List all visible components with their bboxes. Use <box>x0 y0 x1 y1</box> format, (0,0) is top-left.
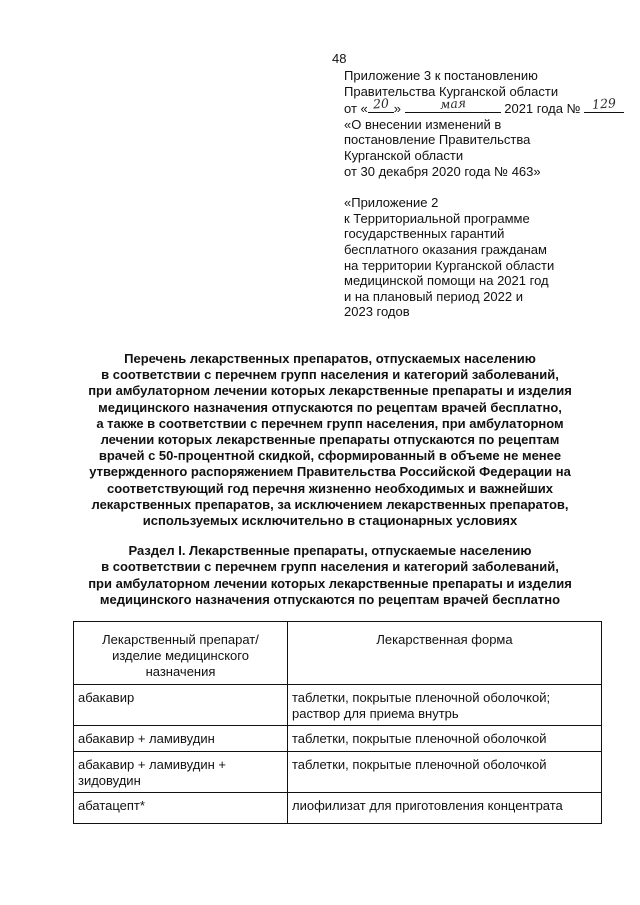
header-drug-line: назначения <box>145 664 216 680</box>
handwritten-number: 129 <box>591 94 617 112</box>
drug-form: лиофилизат для приготовления концентрата <box>292 798 563 813</box>
annex-line: на территории Курганской области <box>344 257 555 273</box>
drug-cell <box>74 793 288 824</box>
form-cell <box>288 752 602 793</box>
title-line: медицинского назначения отпускаются по рецептам врачей бесплатно, <box>98 399 562 415</box>
title-line: лечении которых лекарственные препараты отпускаются по рецептам <box>100 432 560 448</box>
title-line: в соответствии с перечнем групп населения и категорий заболеваний, <box>101 367 559 383</box>
handwritten-day-field <box>368 95 394 113</box>
drug-form: таблетки, покрытые пленочной оболочкой; <box>292 690 551 705</box>
title-line: используемых исключительно в стационарных условиях <box>142 513 518 529</box>
title-line: при амбулаторном лечении которых лекарственные препараты и изделия <box>88 383 572 399</box>
date-year-text: 2021 года № <box>504 101 581 117</box>
annex-line: бесплатного оказания гражданам <box>344 241 547 257</box>
drug-name: абакавир + ламивудин + <box>78 757 226 772</box>
drug-name: зидовудин <box>78 773 141 788</box>
title-line: Перечень лекарственных препаратов, отпускаемых населению <box>124 351 536 366</box>
appendix-line: от 30 декабря 2020 года № 463» <box>344 163 541 179</box>
appendix-line: Курганской области <box>344 147 464 163</box>
header-drug <box>74 622 288 685</box>
section-heading <box>60 543 600 609</box>
drug-cell <box>74 726 288 752</box>
appendix-line: «О внесении изменений в <box>344 116 502 132</box>
appendix-line: Правительства Курганской области <box>344 83 559 99</box>
drug-cell <box>74 752 288 793</box>
title-line: врачей с 50-процентной скидкой, сформированный в объеме не менее <box>98 448 562 464</box>
title-line: лекарственных препаратов, за исключением лекарственных препаратов, <box>91 496 569 512</box>
annex-line: «Приложение 2 <box>344 195 439 211</box>
form-cell <box>288 726 602 752</box>
table-row <box>74 793 602 824</box>
drug-name: абакавир + ламивудин <box>78 731 215 746</box>
handwritten-month: мая <box>439 94 467 112</box>
annex-line: 2023 годов <box>344 304 410 320</box>
table-row <box>74 685 602 726</box>
header-drug-line: изделие медицинского <box>112 648 249 664</box>
handwritten-day: 20 <box>372 95 390 112</box>
drug-form: таблетки, покрытые пленочной оболочкой <box>292 731 547 746</box>
header-drug-line: Лекарственный препарат/ <box>102 632 259 647</box>
handwritten-month-field <box>405 94 501 113</box>
drug-form: раствор для приема внутрь <box>292 706 459 721</box>
date-prefix: от « <box>344 101 368 117</box>
appendix-header <box>344 68 624 320</box>
drug-table <box>73 621 602 824</box>
section-line: при амбулаторном лечении которых лекарственные препараты и изделия <box>88 575 572 591</box>
date-day-suffix: » <box>393 101 401 117</box>
document-title <box>60 351 600 529</box>
section-line: Раздел I. Лекарственные препараты, отпускаемые населению <box>128 543 532 558</box>
table-row <box>74 726 602 752</box>
handwritten-number-field <box>584 94 624 113</box>
annex-line: и на плановый период 2022 и <box>344 288 523 304</box>
section-line: медицинского назначения отпускаются по рецептам врачей бесплатно <box>99 592 561 608</box>
page-number: 48 <box>332 51 347 66</box>
title-line: соответствующий год перечня жизненно необходимых и важнейших <box>106 480 553 496</box>
form-cell <box>288 793 602 824</box>
drug-cell <box>74 685 288 726</box>
title-line: а также в соответствии с перечнем групп населения, при амбулаторном <box>96 415 564 431</box>
drug-form: таблетки, покрытые пленочной оболочкой <box>292 757 547 772</box>
header-form <box>288 622 602 685</box>
form-cell <box>288 685 602 726</box>
table-row <box>74 752 602 793</box>
annex-line: государственных гарантий <box>344 226 505 242</box>
appendix-line: Приложение 3 к постановлению <box>344 68 538 83</box>
section-line: в соответствии с перечнем групп населения и категорий заболеваний, <box>101 559 559 575</box>
header-form-text: Лекарственная форма <box>376 632 513 647</box>
drug-name: абакавир <box>78 690 135 705</box>
appendix-date-line <box>344 94 624 117</box>
title-line: утвержденного распоряжением Правительства Российской Федерации на <box>89 464 571 480</box>
annex-line: к Территориальной программе <box>344 210 530 226</box>
drug-name: абатацепт* <box>78 798 145 813</box>
appendix-line: постановление Правительства <box>344 132 531 148</box>
table-header-row <box>74 622 602 685</box>
annex-line: медицинской помощи на 2021 год <box>344 273 549 289</box>
